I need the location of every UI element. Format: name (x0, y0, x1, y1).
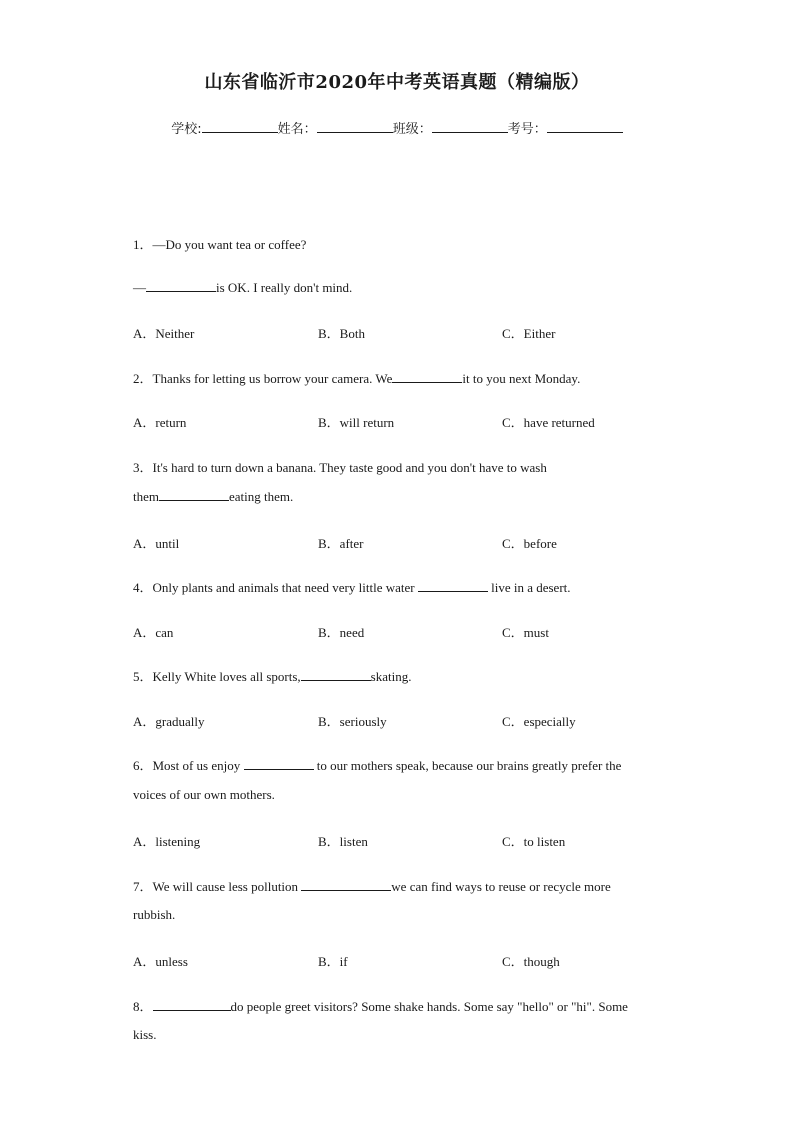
q6-option-b: B．listen (318, 834, 368, 849)
name-blank (317, 120, 393, 133)
q4-option-b: B．need (318, 625, 365, 640)
question-3-text-cont (133, 488, 673, 505)
question-2-lead: 2．Thanks for letting us borrow your camera. We (133, 371, 393, 386)
answer-blank (418, 579, 488, 592)
q5-option-b: B．seriously (318, 714, 387, 729)
q4-option-a: A．can (133, 625, 174, 640)
question-6-tail: to our mothers speak, because our brains greatly prefer the (313, 758, 622, 773)
answer-blank (153, 998, 231, 1011)
question-6-text (133, 755, 673, 774)
q4-option-c: C．must (502, 625, 549, 640)
q7-option-b: B．if (318, 954, 348, 969)
question-5-lead: 5．Kelly White loves all sports, (133, 669, 301, 684)
q3-option-b: B．after (318, 536, 364, 551)
question-5-tail: skating. (370, 669, 412, 684)
class-label: 班级： (392, 122, 432, 137)
number-label: 考号： (507, 122, 547, 137)
question-4-lead: 4．Only plants and animals that need very little water (133, 580, 418, 595)
q7-option-a: A．unless (133, 954, 188, 969)
question-3-lead: them (133, 489, 159, 504)
question-6-text-cont: voices of our own mothers. (133, 787, 275, 802)
question-2-text (133, 368, 673, 387)
question-3-tail: eating them. (229, 489, 294, 504)
class-blank (432, 120, 508, 133)
question-7-text-cont: rubbish. (133, 907, 176, 922)
q2-option-a: A．return (133, 415, 187, 430)
q3-option-a: A．until (133, 536, 180, 551)
question-7-tail: we can find ways to reuse or recycle more (391, 879, 611, 894)
school-blank (202, 120, 278, 133)
q1-option-b: B．Both (318, 326, 365, 341)
question-4-text (133, 577, 673, 596)
school-label: 学校: (171, 122, 202, 137)
question-4-tail: live in a desert. (487, 580, 571, 595)
number-blank (547, 120, 623, 133)
question-1-answer-line (133, 279, 673, 296)
q1-option-a: A．Neither (133, 326, 195, 341)
q2-option-c: C．have returned (502, 415, 595, 430)
q6-option-c: C．to listen (502, 834, 566, 849)
q3-option-c: C．before (502, 536, 557, 551)
question-2-tail: it to you next Monday. (462, 371, 581, 386)
question-8-text (133, 996, 673, 1015)
name-label: 姓名： (277, 122, 317, 137)
question-3-text: 3．It's hard to turn down a banana. They taste good and you don't have to wash (133, 460, 547, 475)
answer-blank (146, 279, 216, 292)
q2-option-b: B．will return (318, 415, 395, 430)
page-title: 山东省临沂市2020年中考英语真题（精编版） (204, 72, 590, 93)
dash: — (133, 280, 146, 295)
q1-option-c: C．Either (502, 326, 556, 341)
question-6-lead: 6．Most of us enjoy (133, 758, 244, 773)
answer-blank (392, 370, 462, 383)
q6-option-a: A．listening (133, 834, 201, 849)
question-1-text: 1．—Do you want tea or coffee? (133, 237, 307, 252)
student-info-line (0, 118, 794, 137)
question-7-text (133, 876, 673, 895)
answer-blank (301, 668, 371, 681)
question-8-lead: 8． (133, 999, 153, 1014)
question-8-tail: do people greet visitors? Some shake hands. Some say "hello" or "hi". Some (230, 999, 628, 1014)
question-5-text (133, 666, 673, 685)
answer-blank (244, 757, 314, 770)
question-7-lead: 7．We will cause less pollution (133, 879, 302, 894)
question-1-tail: is OK. I really don't mind. (216, 280, 353, 295)
q5-option-c: C．especially (502, 714, 576, 729)
q5-option-a: A．gradually (133, 714, 205, 729)
answer-blank (159, 488, 229, 501)
question-8-text-cont: kiss. (133, 1027, 157, 1042)
q7-option-c: C．though (502, 954, 560, 969)
answer-blank (301, 878, 391, 891)
